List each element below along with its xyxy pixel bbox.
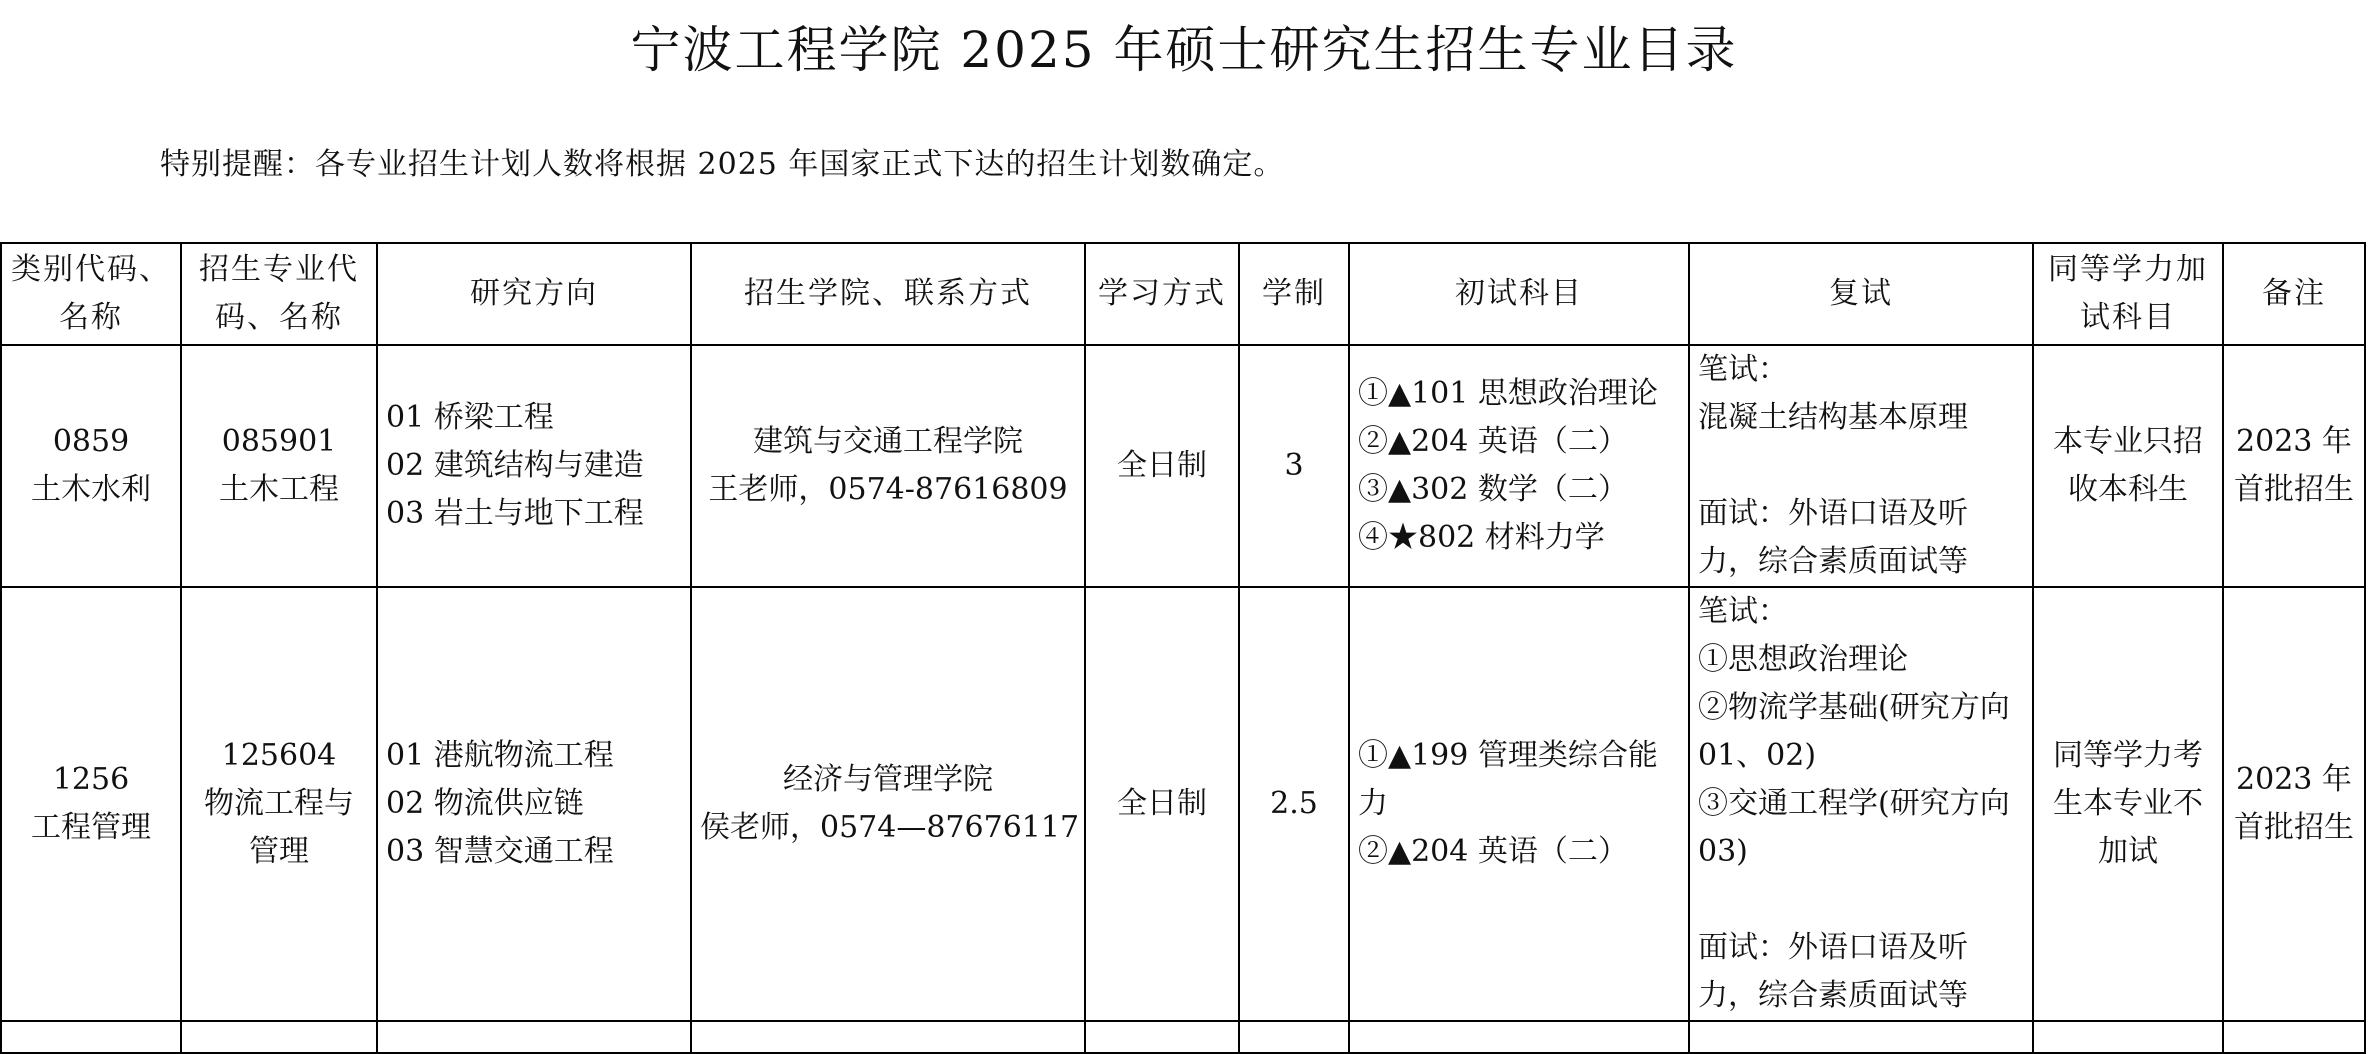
retest-cell xyxy=(1689,587,2033,1021)
header-remark: 备注 xyxy=(2223,243,2365,345)
remark-cell: 2023 年首批招生 xyxy=(2223,345,2365,587)
college-cell xyxy=(691,587,1085,1021)
remark-cell: 2023 年首批招生 xyxy=(2223,587,2365,1021)
major-cell xyxy=(181,345,377,587)
category-name: 土木水利 xyxy=(31,472,151,507)
college-name: 经济与管理学院 xyxy=(783,762,993,797)
college-cell xyxy=(691,345,1085,587)
major-code: 125604 xyxy=(221,738,337,773)
major-code: 085901 xyxy=(221,424,337,459)
special-notice: 特别提醒：各专业招生计划人数将根据 2025 年国家正式下达的招生计划数确定。 xyxy=(160,147,1285,182)
category-name: 工程管理 xyxy=(31,810,151,845)
initial-subject: ③▲302 数学（二） xyxy=(1358,472,1628,507)
table-row xyxy=(1,345,2365,587)
direction-cell xyxy=(377,345,691,587)
header-college: 招生学院、联系方式 xyxy=(691,243,1085,345)
category-code: 0859 xyxy=(52,424,130,459)
direction-item: 03 智慧交通工程 xyxy=(386,834,614,869)
direction-item: 02 物流供应链 xyxy=(386,786,584,821)
equivalent-cell: 同等学力考生本专业不加试 xyxy=(2033,587,2223,1021)
major-name: 物流工程与管理 xyxy=(204,786,354,869)
header-category: 类别代码、名称 xyxy=(1,243,181,345)
direction-item: 02 建筑结构与建造 xyxy=(386,448,644,483)
study-years-cell: 2.5 xyxy=(1239,587,1349,1021)
major-name: 土木工程 xyxy=(219,472,339,507)
category-cell xyxy=(1,587,181,1021)
direction-item: 03 岩土与地下工程 xyxy=(386,496,644,531)
retest-written-item: ③交通工程学(研究方向 03) xyxy=(1698,786,2010,869)
direction-item: 01 港航物流工程 xyxy=(386,738,614,773)
college-contact: 王老师，0574-87616809 xyxy=(708,472,1068,507)
retest-cell xyxy=(1689,345,2033,587)
header-initial-subjects: 初试科目 xyxy=(1349,243,1689,345)
initial-subject: ①▲101 思想政治理论 xyxy=(1358,376,1658,411)
header-direction: 研究方向 xyxy=(377,243,691,345)
college-contact: 侯老师，0574—87676117 xyxy=(700,810,1080,845)
table-header-row xyxy=(1,243,2365,345)
study-mode-cell: 全日制 xyxy=(1085,345,1239,587)
initial-subject: ②▲204 英语（二） xyxy=(1358,834,1628,869)
direction-item: 01 桥梁工程 xyxy=(386,400,554,435)
initial-subjects-cell xyxy=(1349,345,1689,587)
retest-written-item: 混凝土结构基本原理 xyxy=(1698,400,1968,435)
retest-interview: 面试：外语口语及听力，综合素质面试等 xyxy=(1698,930,1968,1013)
college-name: 建筑与交通工程学院 xyxy=(753,424,1023,459)
equivalent-cell: 本专业只招收本科生 xyxy=(2033,345,2223,587)
header-mode: 学习方式 xyxy=(1085,243,1239,345)
retest-interview: 面试：外语口语及听力，综合素质面试等 xyxy=(1698,496,1968,579)
table-row xyxy=(1,587,2365,1021)
direction-cell xyxy=(377,587,691,1021)
category-code: 1256 xyxy=(52,762,130,797)
initial-subject: ②▲204 英语（二） xyxy=(1358,424,1628,459)
document-title: 宁波工程学院 2025 年硕士研究生招生专业目录 xyxy=(630,21,1738,79)
header-retest: 复试 xyxy=(1689,243,2033,345)
retest-written-item: ①思想政治理论 xyxy=(1698,642,1908,677)
major-cell xyxy=(181,587,377,1021)
retest-written-label: 笔试： xyxy=(1698,352,1788,387)
retest-written-item: ②物流学基础(研究方向 01、02) xyxy=(1698,690,2010,773)
header-equivalent: 同等学力加试科目 xyxy=(2033,243,2223,345)
initial-subject: ①▲199 管理类综合能力 xyxy=(1358,738,1658,821)
study-years-cell: 3 xyxy=(1239,345,1349,587)
initial-subjects-cell xyxy=(1349,587,1689,1021)
table-row-partial xyxy=(1,1021,2365,1053)
study-mode-cell: 全日制 xyxy=(1085,587,1239,1021)
initial-subject: ④★802 材料力学 xyxy=(1358,520,1605,555)
admission-catalog-table xyxy=(0,242,2366,1054)
retest-written-label: 笔试： xyxy=(1698,594,1788,629)
category-cell xyxy=(1,345,181,587)
header-major: 招生专业代码、名称 xyxy=(181,243,377,345)
header-years: 学制 xyxy=(1239,243,1349,345)
